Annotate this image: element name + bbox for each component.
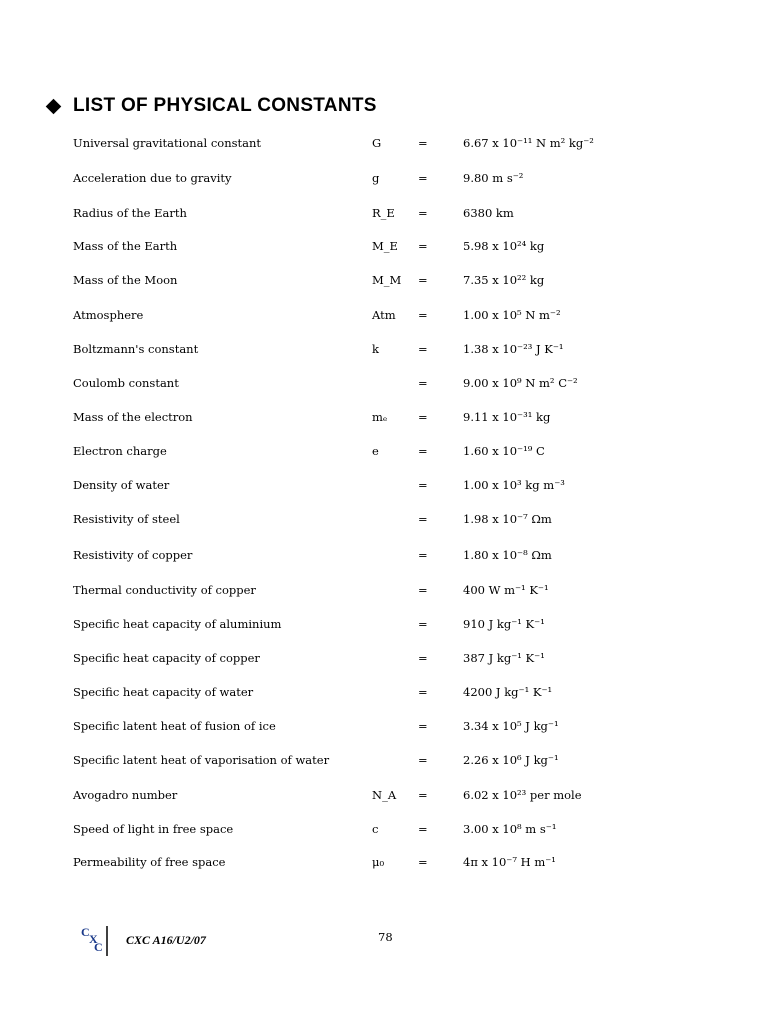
equals-sign: =: [418, 855, 428, 869]
constant-value: 5.98 x 10²⁴ kg: [463, 239, 545, 253]
svg-text:C: C: [94, 940, 103, 954]
constant-symbol: c: [372, 822, 379, 836]
constant-value: 1.60 x 10⁻¹⁹ C: [463, 444, 545, 458]
document-code: CXC A16/U2/07: [126, 933, 206, 947]
constant-value: 4π x 10⁻⁷ H m⁻¹: [463, 855, 556, 869]
constant-row: [0, 580, 768, 600]
constant-symbol: M_M: [372, 273, 402, 287]
constant-row: [0, 441, 768, 461]
constant-value: 6.02 x 10²³ per mole: [463, 788, 582, 802]
constant-value: 910 J kg⁻¹ K⁻¹: [463, 617, 545, 631]
equals-sign: =: [418, 171, 428, 185]
equals-sign: =: [418, 136, 428, 150]
constant-row: [0, 203, 768, 223]
svg-text:C: C: [81, 925, 90, 939]
constant-row: [0, 509, 768, 529]
constant-row: [0, 270, 768, 290]
constant-value: 1.00 x 10⁵ N m⁻²: [463, 308, 561, 322]
constant-row: [0, 750, 768, 770]
constant-symbol: G: [372, 136, 382, 150]
constant-name: Coulomb constant: [73, 376, 179, 390]
constant-name: Avogadro number: [73, 788, 178, 802]
constant-symbol: M_E: [372, 239, 398, 253]
constant-value: 1.00 x 10³ kg m⁻³: [463, 478, 565, 492]
constant-symbol: Atm: [372, 308, 396, 322]
constant-value: 6380 km: [463, 206, 514, 220]
equals-sign: =: [418, 478, 428, 492]
constant-name: Resistivity of copper: [73, 548, 193, 562]
constant-name: Radius of the Earth: [73, 206, 187, 220]
constant-row: [0, 168, 768, 188]
constant-name: Speed of light in free space: [73, 822, 234, 836]
equals-sign: =: [418, 651, 428, 665]
constant-value: 400 W m⁻¹ K⁻¹: [463, 583, 549, 597]
constant-symbol: R_E: [372, 206, 395, 220]
constant-value: 4200 J kg⁻¹ K⁻¹: [463, 685, 553, 699]
equals-sign: =: [418, 273, 428, 287]
constant-symbol: g: [372, 171, 380, 185]
constant-row: [0, 475, 768, 495]
constant-row: [0, 819, 768, 839]
constant-row: [0, 133, 768, 153]
constant-name: Acceleration due to gravity: [73, 171, 232, 185]
constant-value: 1.98 x 10⁻⁷ Ωm: [463, 512, 552, 526]
constant-name: Thermal conductivity of copper: [73, 583, 256, 597]
constant-value: 1.38 x 10⁻²³ J K⁻¹: [463, 342, 564, 356]
constant-row: [0, 785, 768, 805]
constant-symbol: e: [372, 444, 379, 458]
constant-name: Mass of the Earth: [73, 239, 178, 253]
constant-value: 3.00 x 10⁸ m s⁻¹: [463, 822, 557, 836]
constant-row: [0, 545, 768, 565]
constant-name: Specific heat capacity of aluminium: [73, 617, 282, 631]
cxc-logo-icon: [80, 922, 110, 956]
equals-sign: =: [418, 444, 428, 458]
constant-name: Specific latent heat of fusion of ice: [73, 719, 276, 733]
constant-name: Electron charge: [73, 444, 167, 458]
equals-sign: =: [418, 410, 428, 424]
constant-row: [0, 373, 768, 393]
constant-value: 7.35 x 10²² kg: [463, 273, 545, 287]
equals-sign: =: [418, 206, 428, 220]
equals-sign: =: [418, 376, 428, 390]
equals-sign: =: [418, 719, 428, 733]
constant-row: [0, 305, 768, 325]
equals-sign: =: [418, 685, 428, 699]
page-number: 78: [378, 930, 393, 944]
constant-name: Boltzmann's constant: [73, 342, 199, 356]
constant-name: Resistivity of steel: [73, 512, 180, 526]
constant-name: Mass of the Moon: [73, 273, 178, 287]
equals-sign: =: [418, 239, 428, 253]
constant-value: 9.11 x 10⁻³¹ kg: [463, 410, 551, 424]
heading-title: LIST OF PHYSICAL CONSTANTS: [73, 95, 377, 116]
constant-row: [0, 682, 768, 702]
constant-symbol: μ₀: [372, 855, 385, 869]
equals-sign: =: [418, 753, 428, 767]
constant-value: 9.80 m s⁻²: [463, 171, 524, 185]
equals-sign: =: [418, 583, 428, 597]
equals-sign: =: [418, 788, 428, 802]
constant-row: [0, 407, 768, 427]
constant-symbol: mₑ: [372, 410, 388, 424]
constant-name: Atmosphere: [73, 308, 144, 322]
svg-text:X: X: [89, 932, 98, 946]
constant-value: 387 J kg⁻¹ K⁻¹: [463, 651, 545, 665]
constant-name: Specific heat capacity of copper: [73, 651, 260, 665]
constant-row: [0, 236, 768, 256]
constant-symbol: k: [372, 342, 379, 356]
constant-name: Universal gravitational constant: [73, 136, 262, 150]
constant-value: 6.67 x 10⁻¹¹ N m² kg⁻²: [463, 136, 594, 150]
equals-sign: =: [418, 822, 428, 836]
equals-sign: =: [418, 548, 428, 562]
constant-name: Specific heat capacity of water: [73, 685, 254, 699]
constant-row: [0, 716, 768, 736]
constant-row: [0, 852, 768, 872]
constant-symbol: N_A: [372, 788, 397, 802]
constant-name: Density of water: [73, 478, 170, 492]
equals-sign: =: [418, 617, 428, 631]
constant-row: [0, 648, 768, 668]
constant-value: 2.26 x 10⁶ J kg⁻¹: [463, 753, 559, 767]
constant-name: Permeability of free space: [73, 855, 226, 869]
equals-sign: =: [418, 512, 428, 526]
constant-name: Specific latent heat of vaporisation of water: [73, 753, 330, 767]
constant-value: 1.80 x 10⁻⁸ Ωm: [463, 548, 552, 562]
constant-value: 3.34 x 10⁵ J kg⁻¹: [463, 719, 559, 733]
equals-sign: =: [418, 308, 428, 322]
constant-value: 9.00 x 10⁹ N m² C⁻²: [463, 376, 578, 390]
equals-sign: =: [418, 342, 428, 356]
constant-name: Mass of the electron: [73, 410, 193, 424]
constant-row: [0, 614, 768, 634]
constant-row: [0, 339, 768, 359]
